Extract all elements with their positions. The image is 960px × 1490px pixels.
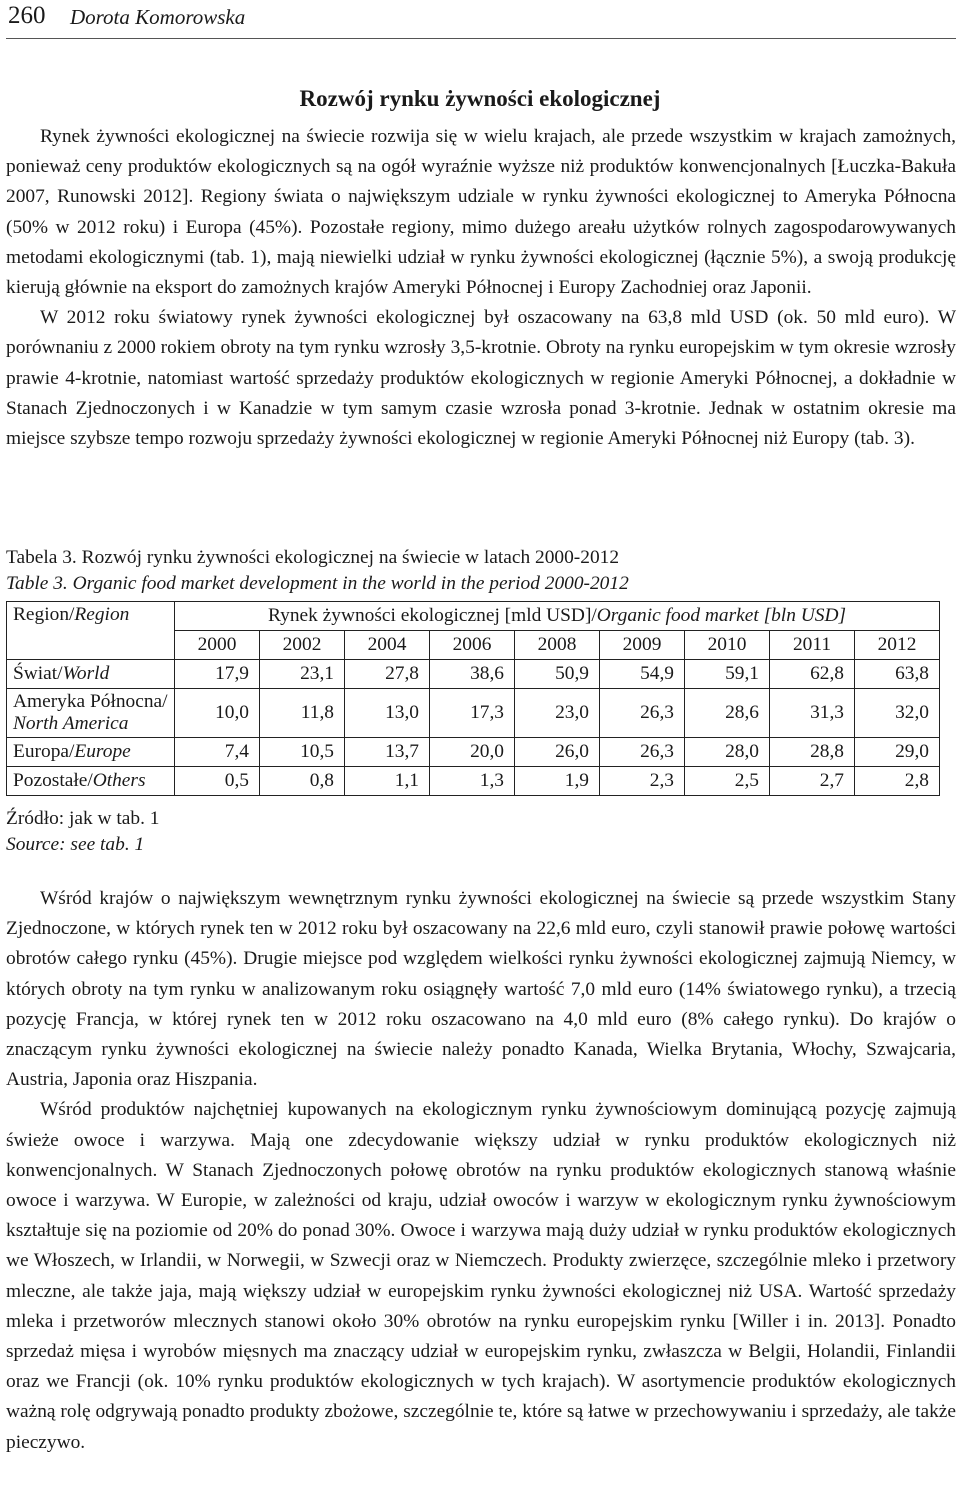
table-cell: 10,5 [260, 738, 345, 767]
table-cell: 1,3 [430, 767, 515, 796]
table-row [7, 767, 940, 796]
running-header [6, 0, 956, 39]
table-cell: 2,8 [855, 767, 940, 796]
table-cell: 10,0 [175, 689, 260, 738]
region-header-pl: Region/ [13, 604, 75, 625]
table-cell: 17,3 [430, 689, 515, 738]
table-caption-pl: Tabela 3. Rozwój rynku żywności ekologicznej na świecie w latach 2000-2012 [6, 547, 620, 568]
table-row [7, 738, 940, 767]
paragraph-3: Wśród krajów o największym wewnętrznym rynku żywności ekologicznej na świecie są przede wszystkim Stany Zjednoczone, w których rynek ten w 2012 roku był oszacowany na 22,6 mld euro, czyli stanowił prawie połowę wartości obrotów całego rynku (45%). Drugie miejsce pod względem wielkości rynku żywności ekologicznej zajmują Niemcy, w których obroty na tym rynku w analizowanym roku osiągnęły wartość 7,0 mld euro (14% światowego rynku), a trzecią pozycję Francja, w której rynek ten w 2012 roku oszacowano na 4,0 mld euro (8% całego rynku). Do krajów o znaczącym rynku żywności ekologicznej na świecie należy ponadto Kanada, Wielka Brytania, Włochy, Szwajcaria, Austria, Japonia oraz Hiszpania. [6, 888, 956, 1091]
table-source-pl: Źródło: jak w tab. 1 [6, 808, 160, 829]
group-header-en: Organic food market [bln USD] [596, 605, 846, 626]
table-cell: 2,7 [770, 767, 855, 796]
table-cell: 11,8 [260, 689, 345, 738]
table-cell: 26,0 [515, 738, 600, 767]
table-cell: 28,6 [685, 689, 770, 738]
row-label-en: Europe [74, 741, 131, 762]
row-label-pl: Europa/ [13, 741, 75, 762]
table-cell: 28,0 [685, 738, 770, 767]
table-cell: 0,8 [260, 767, 345, 796]
paragraph-2: W 2012 roku światowy rynek żywności ekologicznej był oszacowany na 63,8 mld USD (ok. 50 mld euro). W porównaniu z 2000 rokiem obroty na tym rynku wzrosły 3,5-krotnie. Obroty na rynku europejskim w tym okresie wzrosły prawie 4-krotnie, natomiast wartość sprzedaży produktów ekologicznych w regionie Ameryki Północnej, a dokładnie w Stanach Zjednoczonych i w Kanadzie w tym samym czasie wzrosła ponad 3-krotnie. Jednak w ostatnim okresie ma miejsce szybsze tempo rozwoju sprzedaży żywności ekologicznej w regionie Ameryki Północnej niż Europy (tab. 3). [6, 307, 956, 450]
table-cell: 1,1 [345, 767, 430, 796]
table-cell: 29,0 [855, 738, 940, 767]
table-cell: 7,4 [175, 738, 260, 767]
table-caption-en: Table 3. Organic food market development in the world in the period 2000-2012 [6, 573, 629, 594]
table-cell: 28,8 [770, 738, 855, 767]
row-label [7, 689, 175, 738]
row-label-pl: Świat/ [13, 663, 63, 684]
table-cell: 50,9 [515, 660, 600, 689]
table-cell: 23,0 [515, 689, 600, 738]
table-cell: 59,1 [685, 660, 770, 689]
table-caption [6, 545, 629, 597]
year-header-cell: 2004 [345, 631, 430, 660]
paragraph-1: Rynek żywności ekologicznej na świecie rozwija się w wielu krajach, ale przede wszystkim w krajach zamożnych, ponieważ ceny produktów ekologicznych są na ogół wyraźnie wyższe niż produktów konwencjonalnych [Łuczka-Bakuła 2007, Runowski 2012]. Regiony świata o największym udziale w rynku żywności ekologicznej to Ameryka Północna (50% w 2012 roku) i Europa (45%). Pozostałe regiony, mimo dużego areału użytków rolnych zagospodarowywanych metodami ekologicznymi (tab. 1), mają niewielki udział w rynku żywności ekologicznej (łącznie 5%), a swoją produkcję kierują głównie na eksport do zamożnych krajów Ameryki Północnej i Europy Zachodniej oraz Japonii. [6, 126, 956, 299]
paragraph-4: Wśród produktów najchętniej kupowanych na ekologicznym rynku żywnościowym dominującą pozycję zajmują świeże owoce i warzywa. Mają one zdecydowanie większy udział w rynku produktów ekologicznych niż konwencjonalnych. W Stanach Zjednoczonych połowę obrotów na rynku produktów ekologicznych stanową właśnie owoce i warzywa. W Europie, w zależności od kraju, udział owoców i warzyw w ekologicznym rynku żywnościowym kształtuje się na poziomie od 20% do ponad 30%. Owoce i warzywa mają duży udział w rynku produktów ekologicznych we Włoszech, w Irlandii, w Norwegii, w Szwecji oraz w Niemczech. Produkty zwierzęce, szczególnie mleko i przetwory mleczne, ale także jaja, mają większy udział w europejskim rynku żywności ekologicznej niż USA. Wartość sprzedaży mleka i przetworów mlecznych stanowi około 30% obrotów na rynku europejskim rynku [Willer i in. 2013]. Ponadto sprzedaż mięsa i wyrobów mięsnych ma znaczący udział w europejskim rynku, zwłaszcza w Belgii, Holandii, Finlandii oraz we Francji (ok. 10% rynku produktów ekologicznych w tych krajach). W asortymencie produktów ekologicznych ważną rolę odgrywają ponadto produkty zbożowe, szczególnie te, które są łatwe w przechowywaniu i sprzedaży, ale także pieczywo. [6, 1099, 956, 1453]
year-header-cell: 2011 [770, 631, 855, 660]
page-number: 260 [8, 2, 46, 29]
text-block-1 [6, 122, 956, 454]
market-table-body [7, 602, 940, 796]
table-cell: 26,3 [600, 738, 685, 767]
table-row [7, 660, 940, 689]
region-header-en: Region [74, 604, 130, 625]
row-label [7, 738, 175, 767]
table-row [7, 689, 940, 738]
section-title: Rozwój rynku żywności ekologicznej [299, 86, 661, 111]
running-author: Dorota Komorowska [70, 5, 246, 29]
row-label-pl: Ameryka Północna/ [13, 691, 168, 712]
table-cell: 63,8 [855, 660, 940, 689]
table-cell: 17,9 [175, 660, 260, 689]
group-header [175, 602, 940, 631]
year-header-cell: 2002 [260, 631, 345, 660]
row-label-en: World [62, 663, 110, 684]
table-cell: 27,8 [345, 660, 430, 689]
row-label [7, 660, 175, 689]
table-cell: 0,5 [175, 767, 260, 796]
table-header-row [7, 602, 940, 631]
row-label-en: Others [92, 770, 146, 791]
year-header-cell: 2012 [855, 631, 940, 660]
table-cell: 54,9 [600, 660, 685, 689]
table-cell: 20,0 [430, 738, 515, 767]
row-label-en: North America [13, 713, 129, 734]
table-cell: 26,3 [600, 689, 685, 738]
table-cell: 2,5 [685, 767, 770, 796]
table-cell: 13,0 [345, 689, 430, 738]
market-table [6, 601, 940, 796]
table-source [6, 806, 159, 858]
year-header-cell: 2010 [685, 631, 770, 660]
table-cell: 23,1 [260, 660, 345, 689]
table-cell: 32,0 [855, 689, 940, 738]
table-cell: 62,8 [770, 660, 855, 689]
group-header-pl: Rynek żywności ekologicznej [mld USD]/ [267, 605, 597, 626]
year-header-cell: 2008 [515, 631, 600, 660]
year-header-cell: 2006 [430, 631, 515, 660]
table-source-en: Source: see tab. 1 [6, 834, 145, 855]
region-header [7, 602, 175, 660]
row-label [7, 767, 175, 796]
text-block-2 [6, 884, 956, 1458]
table-cell: 2,3 [600, 767, 685, 796]
row-label-pl: Pozostałe/ [13, 770, 93, 791]
year-header-cell: 2000 [175, 631, 260, 660]
table-cell: 1,9 [515, 767, 600, 796]
year-header-cell: 2009 [600, 631, 685, 660]
table-cell: 38,6 [430, 660, 515, 689]
table-cell: 13,7 [345, 738, 430, 767]
table-cell: 31,3 [770, 689, 855, 738]
